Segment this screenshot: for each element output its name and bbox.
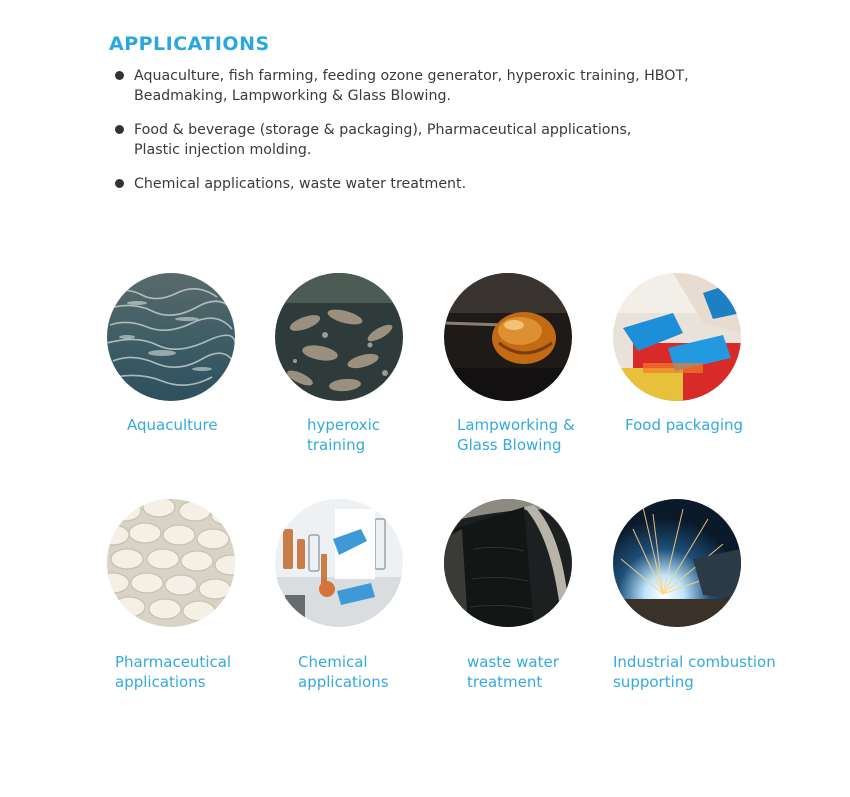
waste-water-image (444, 499, 572, 627)
lampworking-image (444, 273, 572, 401)
bullet-icon (115, 179, 124, 188)
card-label-chemical: Chemical applications (298, 653, 389, 691)
aquaculture-image (107, 273, 235, 401)
food-packaging-image (613, 273, 741, 401)
card-label-food-packaging: Food packaging (625, 416, 744, 434)
list-item (112, 66, 812, 106)
list-item (112, 174, 812, 194)
pharmaceutical-image (107, 499, 235, 627)
bullet-icon (115, 125, 124, 134)
list-item-text: Chemical applications, waste water treatment. (134, 176, 467, 192)
industrial-combustion-image (613, 499, 741, 627)
list-item-text: Food & beverage (storage & packaging), Pharmaceutical applications, (134, 122, 632, 138)
page-title: APPLICATIONS (109, 33, 270, 55)
card-label-aquaculture: Aquaculture (127, 416, 218, 434)
list-item-text: Aquaculture, fish farming, feeding ozone generator, hyperoxic training, HBOT, (134, 68, 689, 84)
chemical-image (275, 499, 403, 627)
list-item-text: Beadmaking, Lampworking & Glass Blowing. (134, 88, 451, 104)
list-item-text: Plastic injection molding. (134, 142, 312, 158)
list-item (112, 120, 812, 160)
bullet-icon (115, 71, 124, 80)
card-label-industrial-combustion: Industrial combustion supporting (613, 653, 776, 691)
hyperoxic-training-image (275, 273, 403, 401)
card-label-hyperoxic-training: hyperoxic training (307, 416, 380, 454)
card-label-pharmaceutical: Pharmaceutical applications (115, 653, 232, 691)
card-label-lampworking: Lampworking & Glass Blowing (457, 416, 575, 454)
card-label-waste-water: waste water treatment (467, 653, 559, 691)
applications-list (112, 66, 812, 208)
